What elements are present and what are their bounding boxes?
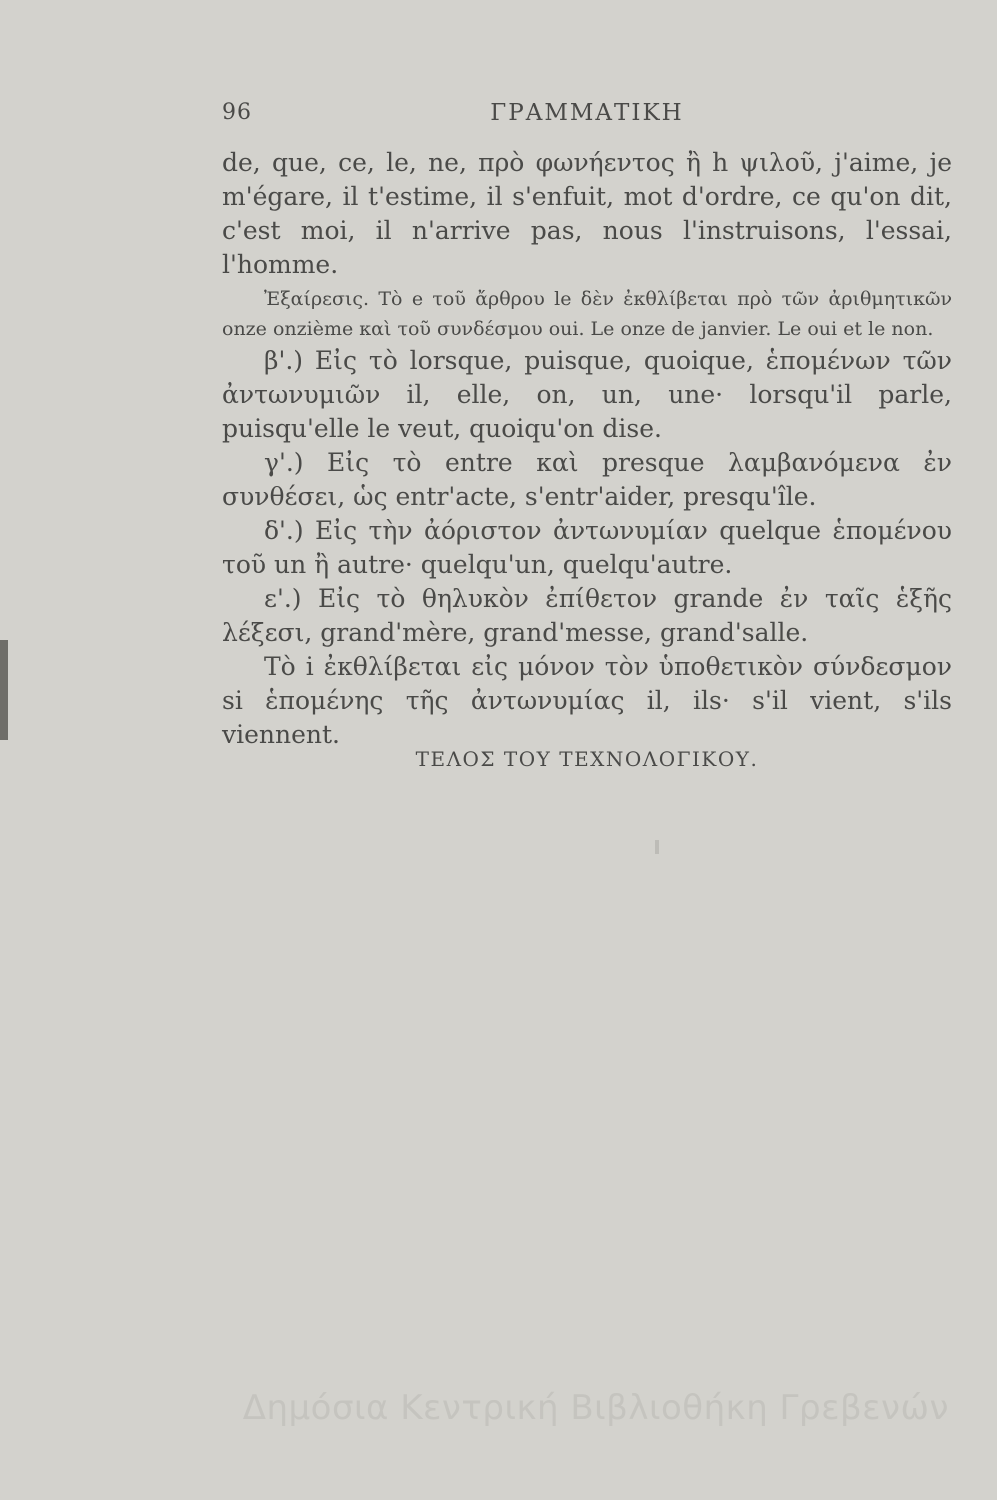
page-number: 96 [222,100,252,125]
paragraph-exception: Ἐξαίρεσις. Τὸ e τοῦ ἄρθρου le δὲν ἐκθλίβεται πρὸ τῶν ἀριθμητικῶν onze onzième καὶ τοῦ συνδέσμου oui. Le onze de janvier. Le oui et le non. [222,288,952,340]
paper-speck [655,840,659,854]
paragraph-continuation: de, que, ce, le, ne, πρὸ φωνήεντος ἢ h ψιλοῦ, j'aime, je m'égare, il t'estime, il s'enfuit, mot d'ordre, ce qu'on dit, c'est moi, il n'arrive pas, nous l'instruisons, l'essai, l'homme. [222,148,952,279]
running-title: ΓΡΑΜΜΑΤΙΚΗ [490,100,684,126]
page-header [222,100,952,140]
paragraph-rule-b: β'.) Εἰς τὸ lorsque, puisque, quoique, ἑπομένων τῶν ἀντωνυμιῶν il, elle, on, un, une· lorsqu'il parle, puisqu'elle le veut, quoiqu'on dise. [222,346,952,443]
colophon: ΤΕΛΟΣ ΤΟΥ ΤΕΧΝΟΛΟΓΙΚΟΥ. [415,747,759,771]
paragraph-elision-i: Τὸ i ἐκθλίβεται εἰς μόνον τὸν ὑποθετικὸν σύνδεσμον si ἑπομένης τῆς ἀντωνυμίας il, ils· s'il vient, s'ils viennent. [222,652,952,749]
library-watermark: Δημόσια Κεντρική Βιβλιοθήκη Γρεβενών [242,1388,949,1428]
paragraph-rule-c: γ'.) Εἰς τὸ entre καὶ presque λαμβανόμενα ἐν συνθέσει, ὡς entr'acte, s'entr'aider, presqu'île. [222,448,952,511]
body-text [222,146,952,752]
binding-edge [0,640,8,740]
paragraph-rule-d: δ'.) Εἰς τὴν ἀόριστον ἀντωνυμίαν quelque ἑπομένου τοῦ un ἢ autre· quelqu'un, quelqu'autre. [222,516,952,579]
paragraph-rule-e: ε'.) Εἰς τὸ θηλυκὸν ἐπίθετον grande ἐν ταῖς ἑξῆς λέξεσι, grand'mère, grand'messe, grand'salle. [222,584,952,647]
